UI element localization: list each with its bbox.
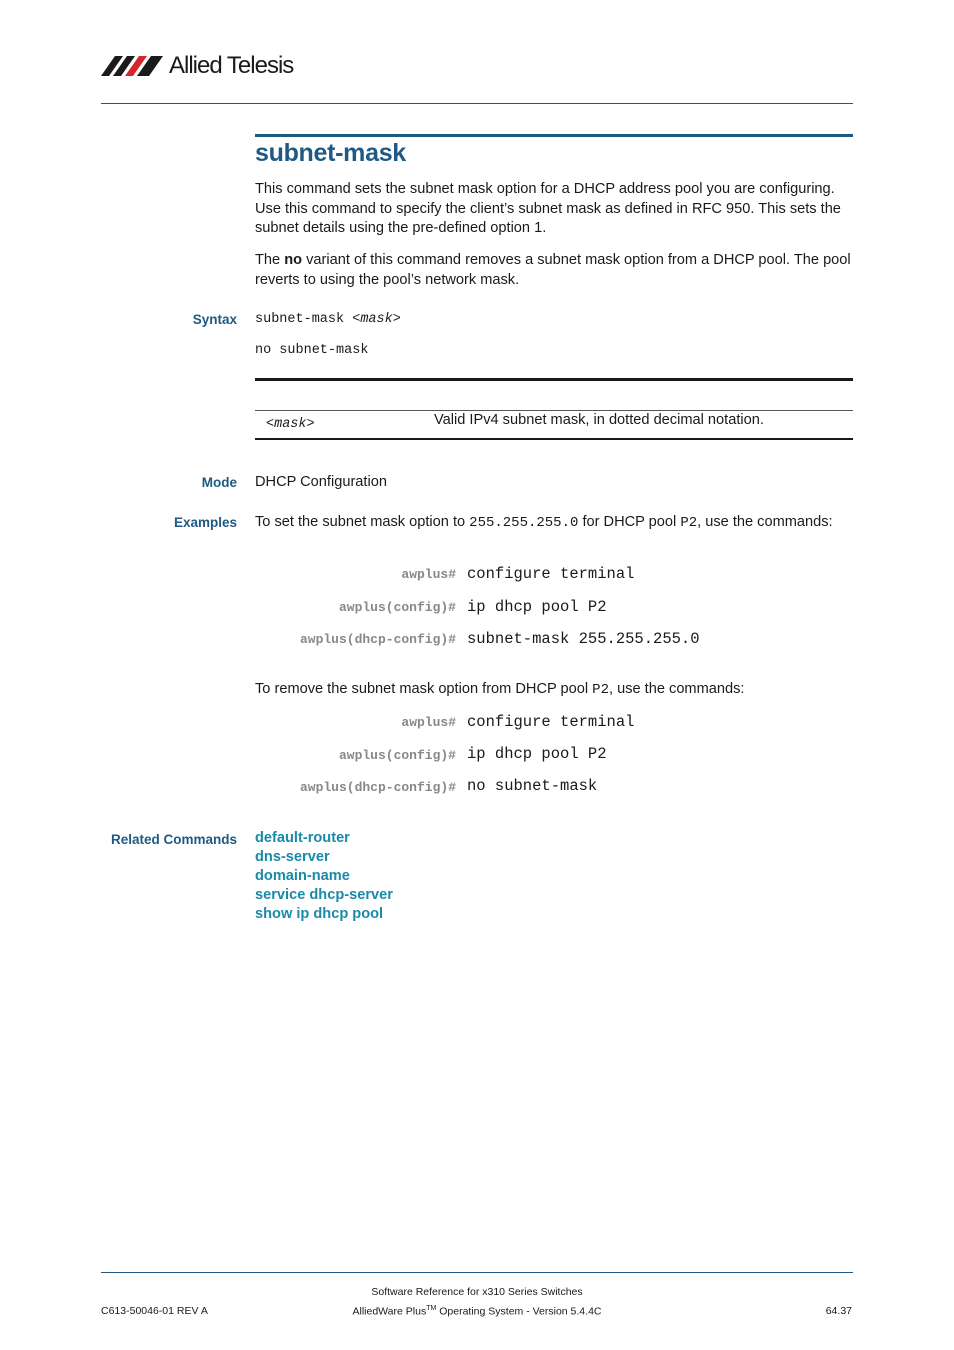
example-2-command-3: no subnet-mask xyxy=(467,777,598,795)
example-1-command-3: subnet-mask 255.255.255.0 xyxy=(467,630,700,648)
syntax-line-1: subnet-mask <mask> xyxy=(255,312,401,327)
example-2-intro: To remove the subnet mask option from DHCP pool P2, use the commands: xyxy=(255,681,745,698)
page-title: subnet-mask xyxy=(255,139,406,167)
example-1-command-2: ip dhcp pool P2 xyxy=(467,598,607,616)
table-description: Valid IPv4 subnet mask, in dotted decimal notation. xyxy=(434,412,764,428)
related-link-domain-name[interactable]: domain-name xyxy=(255,868,350,884)
footer-page-number: 64.37 xyxy=(825,1305,852,1317)
related-link-dns-server[interactable]: dns-server xyxy=(255,849,330,865)
footer-doc-id: C613-50046-01 REV A xyxy=(101,1305,208,1317)
mode-value: DHCP Configuration xyxy=(255,474,387,490)
table-param: <mask> xyxy=(266,417,315,432)
related-link-service-dhcp-server[interactable]: service dhcp-server xyxy=(255,887,393,903)
title-rule xyxy=(255,134,853,137)
example-1-intro: To set the subnet mask option to 255.255.255.0 for DHCP pool P2, use the commands: xyxy=(255,514,833,531)
mode-label: Mode xyxy=(201,475,237,490)
related-link-show-ip-dhcp-pool[interactable]: show ip dhcp pool xyxy=(255,906,384,922)
brand-name: Allied Telesis xyxy=(169,52,294,79)
example-2-prompt-1: awplus# xyxy=(401,715,456,730)
table-top-rule xyxy=(255,378,853,381)
example-1-prompt-1: awplus# xyxy=(401,567,456,582)
header-rule xyxy=(101,103,853,104)
table-bottom-rule xyxy=(255,438,853,440)
related-commands-label: Related Commands xyxy=(110,832,237,847)
footer-title: Software Reference for x310 Series Switches xyxy=(371,1286,583,1298)
related-link-default-router[interactable]: default-router xyxy=(255,830,350,846)
example-1-prompt-3: awplus(dhcp-config)# xyxy=(299,632,456,647)
table-header-rule xyxy=(255,410,853,411)
example-2-prompt-2: awplus(config)# xyxy=(338,748,456,763)
example-2-command-1: configure terminal xyxy=(467,713,635,731)
examples-label: Examples xyxy=(173,515,237,530)
footer-rule xyxy=(101,1272,853,1273)
intro-paragraph-2: The no variant of this command removes a subnet mask option from a DHCP pool. The pool reverts to using the pool’s network mask. xyxy=(255,252,851,288)
allied-telesis-logo-icon xyxy=(101,54,165,78)
syntax-label: Syntax xyxy=(192,312,237,327)
footer-os-version: AlliedWare Plus™ Operating System - Version 5.4.4C xyxy=(352,1305,602,1318)
example-2-command-2: ip dhcp pool P2 xyxy=(467,745,607,763)
example-1-command-1: configure terminal xyxy=(467,565,635,583)
intro-paragraph-1: This command sets the subnet mask option for a DHCP address pool you are configuring. Use this command to specify the client’s subnet mask as defined in RFC 950. This sets the subnet details using the pre-defined option 1. xyxy=(255,181,841,236)
brand-logo xyxy=(101,52,293,80)
example-1-prompt-2: awplus(config)# xyxy=(338,600,456,615)
example-2-prompt-3: awplus(dhcp-config)# xyxy=(299,780,456,795)
syntax-line-2: no subnet-mask xyxy=(255,343,369,358)
